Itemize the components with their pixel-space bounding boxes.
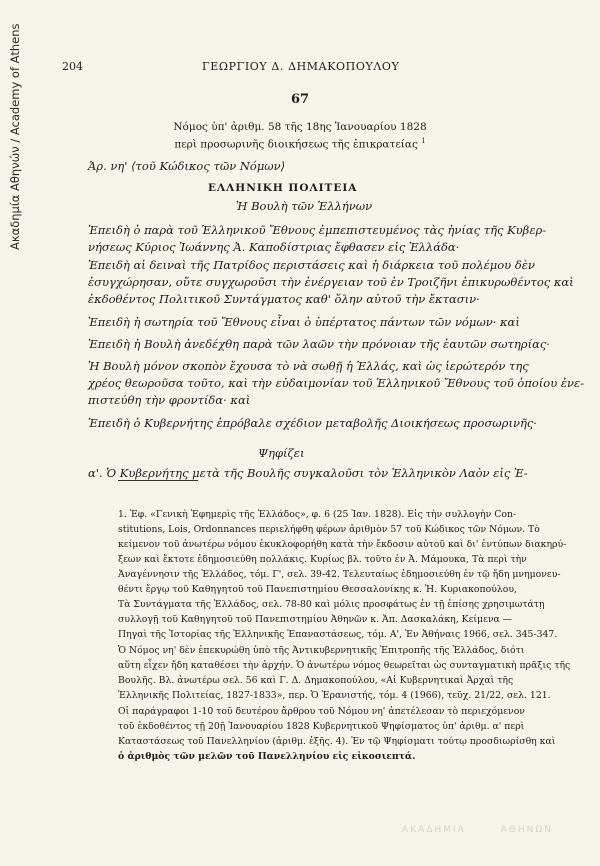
page-header <box>62 60 550 76</box>
document-number: 67 <box>290 92 310 107</box>
parliament-heading: Ἡ Βουλὴ τῶν Ἑλλήνων <box>236 199 373 213</box>
body-line: Ἐπειδὴ ὁ παρὰ τοῦ Ἑλληνικοῦ Ἔθνους ἐμπεπιστευμένος τὰς ἡνίας τῆς Κυβερ- <box>88 223 547 237</box>
footnote-line: Καταστάσεως τοῦ Πανελληνίου (ἀριθμ. ἑξῆς. 4). Ἐν τῷ Ψηφίσματι τούτῳ προσδιωρίσθη καὶ <box>118 736 556 747</box>
running-head: ΓΕΩΡΓΙΟΥ Δ. ΔΗΜΑΚΟΠΟΥΛΟΥ <box>202 60 400 73</box>
state-heading: ΕΛΛΗΝΙΚΗ ΠΟΛΙΤΕΙΑ <box>208 182 358 194</box>
footnote-line: Βουλῆς. Βλ. ἀνωτέρω σελ. 56 καὶ Γ. Δ. Δημακοπούλου, «Αἱ Κυβερνητικαὶ Ἀρχαὶ τῆς <box>118 675 514 686</box>
body-line: νήσεως Κύριος Ἰωάννης Ἀ. Καποδίστριας ἔφθασεν εἰς Ἑλλάδα· <box>88 240 460 254</box>
footnote-line: Ὁ Νόμος νη' δὲν ἐπεκυρώθη ὑπὸ τῆς Ἀντικυβερνητικῆς Ἐπιτροπῆς τῆς Ἑλλάδος, διότι <box>118 645 525 656</box>
page-number: 204 <box>62 60 83 73</box>
footnote-rule <box>118 480 198 481</box>
footnote-line: Ἀναγέννησιν τῆς Ἑλλάδος, τόμ. Γ', σελ. 39-42. Τελευταίως ἐδημοσιεύθη ἐν τῷ ἤδη μνημονευ- <box>118 569 561 580</box>
bottom-watermark-word: ΑΚΑΔΗΜΙΑ <box>402 825 466 835</box>
body-line: Ἐπειδὴ ἡ Βουλὴ ἀνεδέχθη παρὰ τῶν λαῶν τὴν πρόνοιαν τῆς ἑαυτῶν σωτηρίας· <box>88 337 550 351</box>
body-line: Ἡ Βουλὴ μόνον σκοπὸν ἔχουσα τὸ νὰ σωθῇ ἡ Ἑλλάς, καὶ ὡς ἱερώτερόν της <box>88 359 529 373</box>
footnote-line: Τὰ Συντάγματα τῆς Ἑλλάδος, σελ. 78-80 καὶ μόλις προσφάτως ἐν τῇ ἐπίσης χρησιμωτάτῃ <box>118 599 545 610</box>
body-line: ἐσυγχώρησαν, οὔτε συγχωροῦσι τὴν ἐνέργειαν τοῦ ἐν Τροιζῆνι ἐπικυρωθέντος καὶ <box>88 275 574 289</box>
body-line: Ἐπειδὴ αἱ δειναὶ τῆς Πατρίδος περιστάσεις καὶ ἡ διάρκεια τοῦ πολέμου δὲν <box>88 258 535 272</box>
footnote-line: 1. Ἐφ. «Γενικὴ Ἐφημερὶς τῆς Ἑλλάδος», φ. 6 (25 Ἰαν. 1828). Εἰς τὴν συλλογὴν Con- <box>118 509 517 520</box>
footnote-line: θέντι ἔργῳ τοῦ Καθηγητοῦ τοῦ Πανεπιστημίου Θεσσαλονίκης κ. Ἠ. Κυριακοπούλου, <box>118 584 517 595</box>
footnote-line: Πηγαὶ τῆς Ἱστορίας τῆς Ἑλληνικῆς Ἐπαναστάσεως, τόμ. Α', Ἐν Ἀθήναις 1966, σελ. 345-347. <box>118 629 558 640</box>
footnote-line: αὕτη εἶχεν ἤδη καταθέσει τὴν ἀρχήν. Ὁ ἀνωτέρω νόμος θεωρεῖται ὡς συνταγματικὴ πρᾶξις τῆς <box>118 660 571 671</box>
footnote-line: stitutions, Lois, Ordonnances περιελήφθη φέρων ἀριθμὸν 57 τοῦ Κώδικος τῶν Νόμων. Τὸ <box>118 524 540 535</box>
footnote-line: Οἱ παράγραφοι 1-10 τοῦ δευτέρου ἄρθρου τοῦ Νόμου νη' ἀπετέλεσαν τὸ περιεχόμενον <box>118 706 525 717</box>
footnote-line: ξεων καὶ ἔκτοτε ἐδημοσιεύθη πολλάκις. Κυρίως βλ. τοῦτο ἐν Ἀ. Μάμουκα, Τὰ περὶ τὴν <box>118 554 527 565</box>
body-line: ἐκδοθέντος Πολιτικοῦ Συντάγματος καθ' ὅλην αὐτοῦ τὴν ἔκτασιν· <box>88 292 480 306</box>
footnote-marker: 1 <box>421 137 426 145</box>
body-line: πιστεύθη τὴν φροντίδα· καὶ <box>88 393 251 407</box>
footnote-line: συλλογῇ τοῦ Καθηγητοῦ τοῦ Πανεπιστημίου Ἀθηνῶν κ. Ἀπ. Δασκαλάκη, Κείμενα — <box>118 614 513 625</box>
side-watermark: Ακαδημία Αθηνών / Academy of Athens <box>8 23 22 250</box>
footnote-line: ὁ ἀριθμὸς τῶν μελῶν τοῦ Πανελληνίου εἰς εἰκοσιεπτά. <box>118 751 416 762</box>
bottom-watermark-word: ΑΘΗΝΩΝ <box>500 825 553 835</box>
body-line: χρέος θεωροῦσα τοῦτο, καὶ τὴν εὐδαιμονίαν τοῦ Ἑλληνικοῦ Ἔθνους τοῦ ὁποίου ἐνε- <box>88 376 585 390</box>
title-line-2 <box>0 137 600 151</box>
bottom-watermark <box>402 825 583 835</box>
title-line-2-text: περὶ προσωρινῆς διοικήσεως τῆς ἐπικρατείας <box>174 138 418 151</box>
decree-heading: Ψηφίζει <box>258 446 305 460</box>
article-heading: Ἀρ. νη' ⟨τοῦ Κώδικος τῶν Νόμων⟩ <box>88 159 286 173</box>
footnote-line: τοῦ ἐκδοθέντος τῇ 20ῇ Ἰανουαρίου 1828 Κυβερνητικοῦ Ψηφίσματος ὑπ' ἀριθμ. α' περὶ <box>118 721 525 732</box>
title-line-1: Νόμος ὑπ' ἀριθμ. 58 τῆς 18ης Ἰανουαρίου 1828 <box>173 121 427 133</box>
footnote-line: Ἑλληνικῆς Πολιτείας, 1827-1833», περ. Ὁ Ἐρανιστής, τόμ. 4 (1966), τεῦχ. 21/22, σελ. 121. <box>118 690 551 701</box>
body-line: Ἐπειδὴ ἡ σωτηρία τοῦ Ἔθνους εἶναι ὁ ὑπέρτατος πάντων τῶν νόμων· καὶ <box>88 315 520 329</box>
body-line: α'. Ὁ Κυβερνήτης μετὰ τῆς Βουλῆς συγκαλοῦσι τὸν Ἑλληνικὸν Λαὸν εἰς Ἐ- <box>88 466 528 480</box>
body-line: Ἐπειδὴ ὁ Κυβερνήτης ἐπρόβαλε σχέδιον μεταβολῆς Διοικήσεως προσωρινῆς· <box>88 416 537 430</box>
footnote-line: κείμενον τοῦ ἀνωτέρω νόμου ἐκυκλοφορήθη κατὰ τὴν ἔκδοσιν αὐτοῦ καὶ δι' ἐντύπων διακηρύ- <box>118 539 567 550</box>
